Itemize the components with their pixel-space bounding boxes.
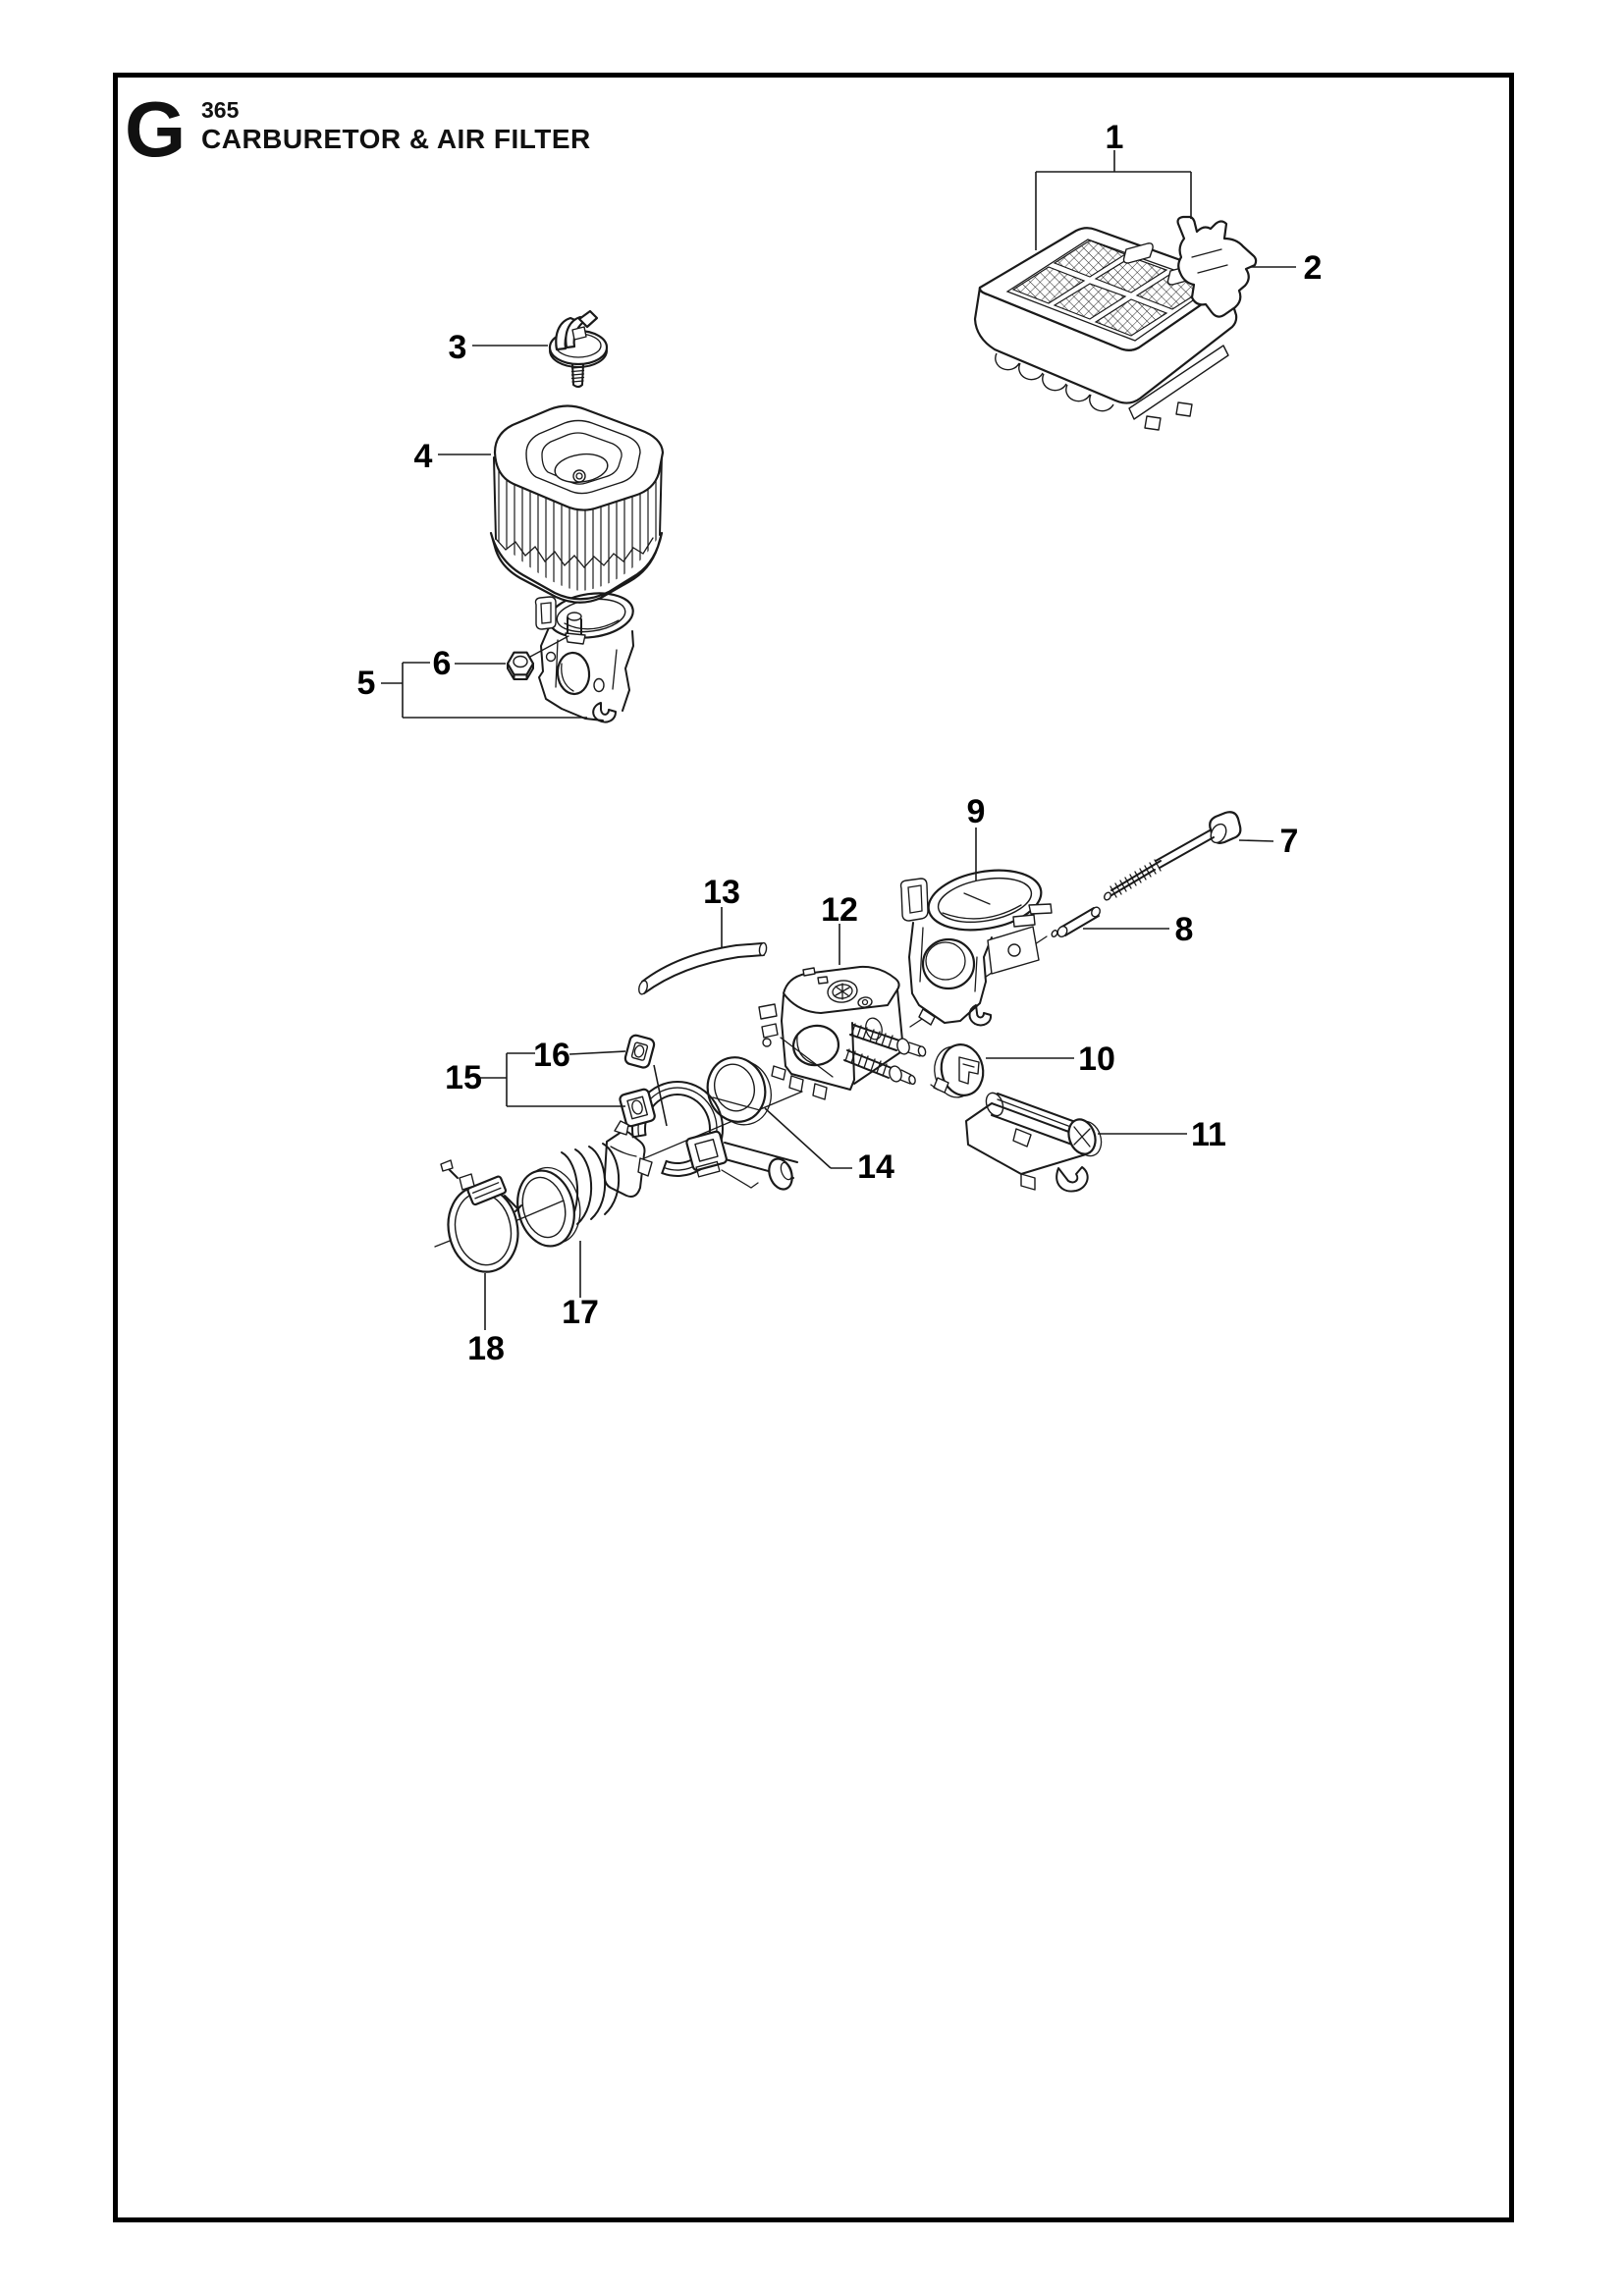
page-title: CARBURETOR & AIR FILTER bbox=[201, 124, 591, 154]
callout-label-12: 12 bbox=[821, 891, 858, 929]
callout-label-11: 11 bbox=[1191, 1116, 1226, 1153]
part-13-fuel-hose bbox=[637, 942, 767, 995]
callout-label-13: 13 bbox=[703, 874, 740, 911]
callout-label-16: 16 bbox=[533, 1037, 570, 1074]
callout-leader-7 bbox=[1239, 840, 1273, 841]
callout-label-2: 2 bbox=[1303, 249, 1323, 287]
section-letter: G bbox=[125, 85, 185, 173]
part-5-filter-holder bbox=[530, 588, 636, 721]
part-8-rod-sleeve bbox=[1051, 906, 1102, 938]
callout-label-1: 1 bbox=[1105, 119, 1124, 156]
callout-label-6: 6 bbox=[432, 645, 452, 682]
callout-label-14: 14 bbox=[857, 1148, 894, 1186]
callout-label-18: 18 bbox=[467, 1330, 505, 1367]
part-16-grommet bbox=[624, 1034, 656, 1068]
part-14-seal-ring bbox=[700, 1051, 778, 1132]
callout-leader-16 bbox=[654, 1065, 667, 1126]
part-17-intake-boot bbox=[510, 1121, 652, 1254]
part-11-lever-bracket bbox=[966, 1091, 1106, 1192]
callout-label-4: 4 bbox=[413, 438, 433, 475]
callout-label-9: 9 bbox=[966, 793, 986, 830]
callout-label-7: 7 bbox=[1279, 823, 1299, 860]
callout-leader-16 bbox=[569, 1051, 625, 1054]
part-4-air-filter bbox=[491, 406, 663, 603]
part-18-hose-clamp bbox=[435, 1160, 525, 1278]
part-9-intake-spacer bbox=[901, 862, 1052, 1025]
callout-label-8: 8 bbox=[1174, 911, 1194, 948]
callout-label-15: 15 bbox=[445, 1059, 482, 1096]
callout-label-17: 17 bbox=[562, 1294, 599, 1331]
part-6-nut bbox=[508, 653, 533, 679]
part-12-carburetor bbox=[759, 965, 927, 1099]
callout-label-10: 10 bbox=[1078, 1041, 1115, 1078]
part-7-throttle-rod bbox=[1103, 812, 1240, 901]
callout-label-5: 5 bbox=[356, 665, 376, 702]
model-number: 365 bbox=[201, 97, 240, 123]
part-3-wing-screw bbox=[550, 311, 607, 387]
part-10-choke-plate bbox=[930, 1041, 988, 1101]
callout-label-3: 3 bbox=[448, 329, 467, 366]
